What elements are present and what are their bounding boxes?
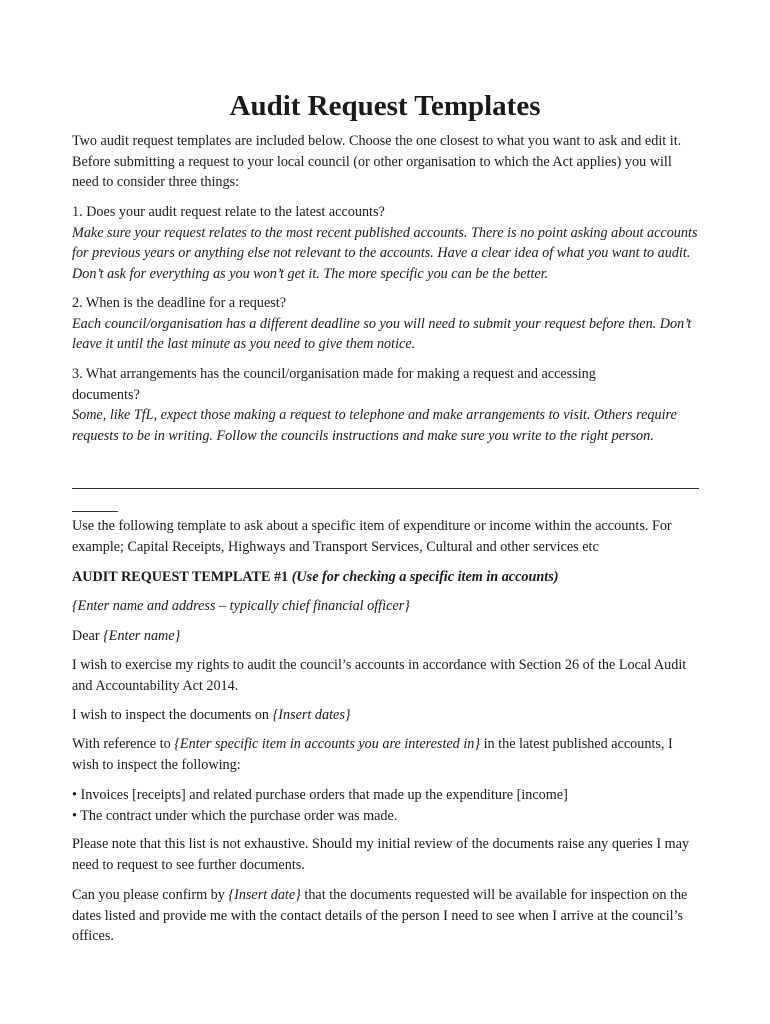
point-answer: Each council/organisation has a different deadline so you will need to submit your request before then. Don’t leave it until the last minute as you need to give them notice. [72, 315, 692, 353]
horizontal-divider-short [72, 511, 118, 512]
confirm-placeholder: {Insert date} [228, 887, 301, 903]
document-title: Audit Request Templates [229, 90, 541, 122]
point-3 [72, 364, 677, 446]
point-answer: Make sure your request relates to the most recent published accounts. There is no point asking about accounts for previous years or anything else not relevant to the accounts. Have a clear idea of what you want to audit. Don’t ask for everything as you won’t get it. The more specific you can be the better. [72, 224, 698, 282]
template-heading-italic: (Use for checking a specific item in accounts) [291, 569, 559, 585]
confirm-paragraph [72, 885, 702, 947]
list-item: • Invoices [receipts] and related purchase orders that made up the expenditure [income] [72, 787, 568, 803]
point-question: 3. What arrangements has the council/organisation made for making a request and accessing documents? [72, 366, 596, 403]
point-1 [72, 202, 702, 284]
inspect-paragraph [72, 705, 702, 726]
salutation-prefix: Dear [72, 628, 104, 644]
rights-paragraph: I wish to exercise my rights to audit the council’s accounts in accordance with Section 26 of the Local Audit and Accountability Act 2014. [72, 657, 687, 694]
reference-suffix: in the latest published accounts, I wish to inspect the following: [72, 736, 673, 773]
point-question: 2. When is the deadline for a request? [72, 295, 287, 311]
list-item: • The contract under which the purchase order was made. [72, 807, 398, 824]
bullet-list [72, 785, 702, 826]
template-intro-paragraph: Use the following template to ask about a specific item of expenditure or income within the accounts. For example; Capital Receipts, Highways and Transport Services, Cultural and other services etc [72, 518, 672, 555]
confirm-suffix: that the documents requested will be available for inspection on the dates listed and provide me with the contact details of the person I need to see when I arrive at the council’s offices. [72, 887, 688, 945]
inspect-placeholder: {Insert dates} [272, 707, 351, 723]
horizontal-divider [72, 488, 699, 489]
salutation [72, 626, 702, 647]
point-question: 1. Does your audit request relate to the latest accounts? [72, 204, 385, 220]
salutation-placeholder: {Enter name} [103, 628, 181, 644]
confirm-prefix: Can you please confirm by [72, 887, 229, 903]
intro-paragraph: Two audit request templates are included below. Choose the one closest to what you want to ask and edit it. Before submitting a request to your local council (or other organisation to which the Act applies) you will need to consider three things: [72, 133, 682, 191]
template-heading [72, 567, 702, 588]
inspect-prefix: I wish to inspect the documents on [72, 707, 273, 723]
template-heading-bold: AUDIT REQUEST TEMPLATE #1 [72, 569, 292, 585]
reference-placeholder: {Enter specific item in accounts you are interested in} [174, 736, 481, 752]
point-answer: Some, like TfL, expect those making a request to telephone and make arrangements to visit. Others require requests to be in writing. Follow the councils instructions and make sure you write to the right person. [72, 407, 677, 444]
not-exhaustive-paragraph: Please note that this list is not exhaustive. Should my initial review of the documents raise any queries I may need to request to see further documents. [72, 836, 690, 873]
point-2 [72, 293, 702, 355]
reference-prefix: With reference to [72, 736, 175, 752]
reference-paragraph [72, 734, 702, 775]
addressee-placeholder: {Enter name and address – typically chief financial officer} [72, 598, 410, 614]
